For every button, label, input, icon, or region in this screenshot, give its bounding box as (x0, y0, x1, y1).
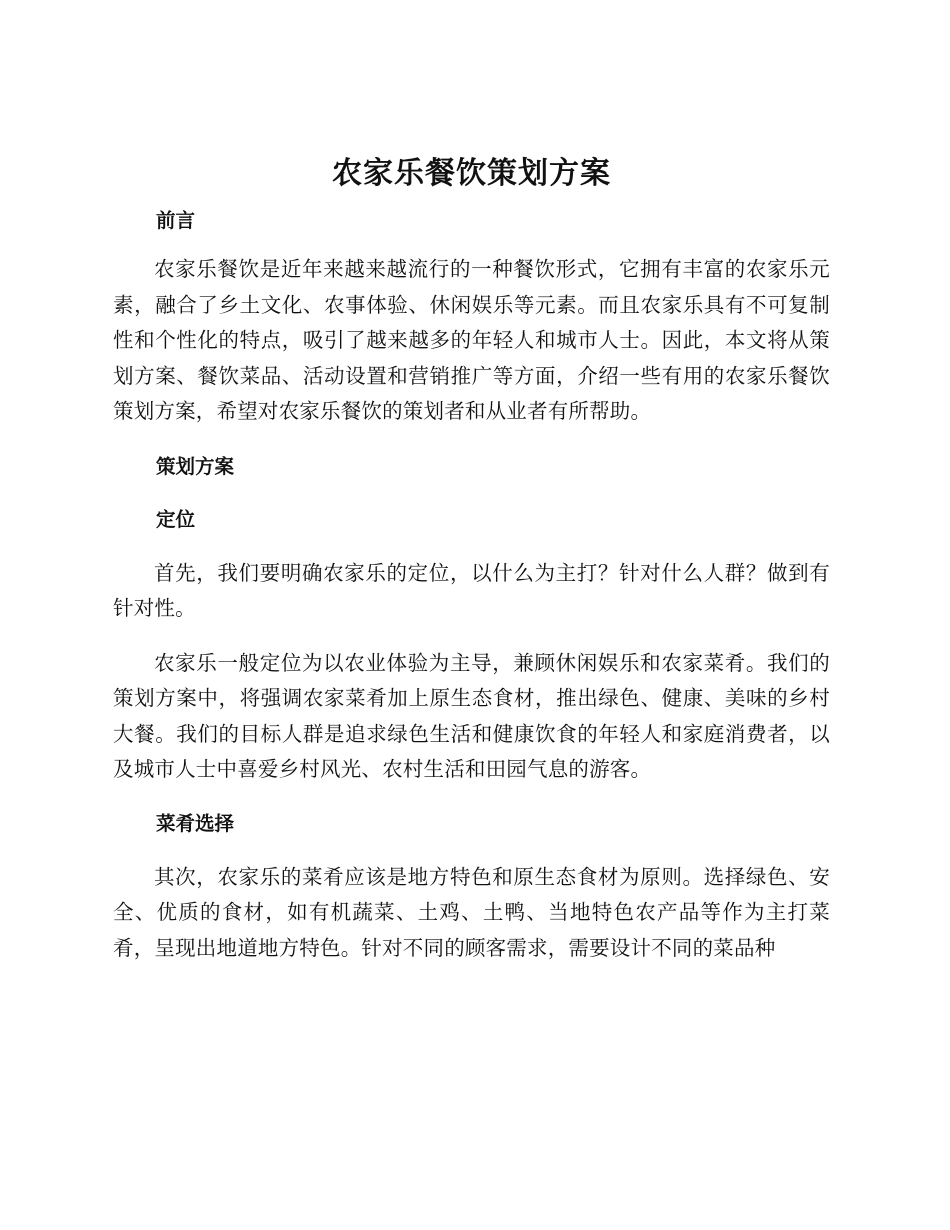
positioning-paragraph-2: 农家乐一般定位为以农业体验为主导，兼顾休闲娱乐和农家菜肴。我们的策划方案中，将强调农家菜肴加上原生态食材，推出绿色、健康、美味的乡村大餐。我们的目标人群是追求绿色生活和健康饮食的年轻人和家庭消费者，以及城市人士中喜爱乡村风光、农村生活和田园气息的游客。 (113, 650, 830, 781)
preface-paragraph: 农家乐餐饮是近年来越来越流行的一种餐饮形式，它拥有丰富的农家乐元素，融合了乡土文化、农事体验、休闲娱乐等元素。而且农家乐具有不可复制性和个性化的特点，吸引了越来越多的年轻人和城市人士。因此，本文将从策划方案、餐饮菜品、活动设置和营销推广等方面，介绍一些有用的农家乐餐饮策划方案，希望对农家乐餐饮的策划者和从业者有所帮助。 (113, 257, 830, 423)
document-title: 农家乐餐饮策划方案 (332, 156, 611, 191)
positioning-paragraph-1: 首先，我们要明确农家乐的定位，以什么为主打？针对什么人群？做到有针对性。 (113, 560, 830, 620)
plan-heading: 策划方案 (156, 454, 235, 478)
dishes-heading: 菜肴选择 (156, 811, 235, 835)
document-body (113, 148, 830, 966)
dishes-paragraph-1: 其次，农家乐的菜肴应该是地方特色和原生态食材为原则。选择绿色、安全、优质的食材，如有机蔬菜、土鸡、土鸭、当地特色农产品等作为主打菜肴，呈现出地道地方特色。针对不同的顾客需求，需要设计不同的菜品种 (113, 864, 830, 960)
positioning-heading: 定位 (156, 507, 196, 531)
preface-heading: 前言 (156, 209, 196, 232)
